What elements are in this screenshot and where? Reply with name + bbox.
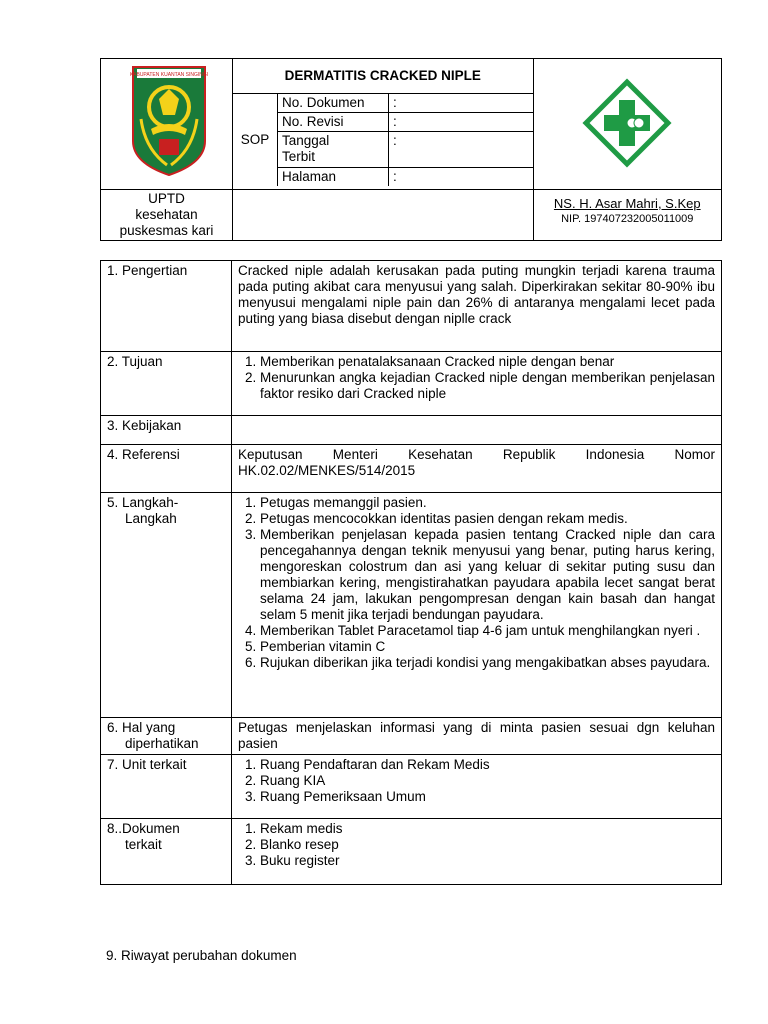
list-item: 6. Rujukan diberikan jika terjadi kondisi yang mengakibatkan abses payudara. (260, 655, 715, 671)
table-row (101, 416, 722, 445)
organization-name: UPTD kesehatan puskesmas kari (101, 190, 233, 241)
row-label-kebijakan: 3. Kebijakan (101, 416, 232, 445)
list-item: 1. Petugas memanggil pasien. (260, 495, 715, 511)
row-label-langkah (101, 493, 232, 718)
page-title: DERMATITIS CRACKED NIPLE (233, 59, 533, 94)
row-text-kebijakan (232, 416, 722, 445)
field-value-tanggal-terbit: : (389, 132, 535, 168)
signatory-cell (533, 190, 721, 241)
list-item: 3. Buku register (260, 853, 715, 869)
field-label-halaman: Halaman (278, 168, 389, 187)
field-label-tanggal-terbit: Tanggal Terbit (278, 132, 389, 168)
table-row (101, 819, 722, 885)
header-table (100, 58, 722, 241)
list-item: 4. Memberikan Tablet Paracetamol tiap 4-6 jam untuk menghilangkan nyeri . (260, 623, 715, 639)
procedure-table (100, 260, 722, 885)
table-row (101, 261, 722, 352)
row-label-referensi: 4. Referensi (101, 445, 232, 493)
row-text-pengertian: Cracked niple adalah kerusakan pada puting mungkin terjadi karena trauma pada puting akibat cara menyusui yang salah. Diperkirakan sekitar 80-90% ibu menyusui mengalami niple pain dan 26% di antaranya mengalami lecet pada puting yang biasa disebut dengan niplle crack (232, 261, 722, 352)
list-item: 2. Blanko resep (260, 837, 715, 853)
row-text-referensi: Keputusan Menteri Kesehatan Republik Indonesia Nomor HK.02.02/MENKES/514/2015 (232, 445, 722, 493)
sop-label: SOP (233, 94, 278, 186)
logo-right-cell (533, 59, 721, 190)
doc-info-table (233, 94, 534, 186)
row-list-tujuan (232, 352, 722, 416)
kabupaten-logo-icon (101, 59, 232, 186)
row-label-langkah-text: 5. Langkah- Langkah (107, 495, 179, 526)
row-list-langkah (232, 493, 722, 718)
field-label-no-dokumen: No. Dokumen (278, 94, 389, 113)
table-row (101, 493, 722, 718)
row-label-dokumen-terkait: 8..Dokumen terkait (101, 819, 232, 885)
row-list-unit-terkait (232, 755, 722, 819)
signatory-name: NS. H. Asar Mahri, S.Kep (553, 196, 701, 211)
table-row (101, 718, 722, 755)
logo-banner-text: KABUPATEN KUANTAN SINGINGI (129, 72, 209, 78)
table-row (101, 445, 722, 493)
list-item: 3. Ruang Pemeriksaan Umum (260, 789, 715, 805)
table-row (101, 352, 722, 416)
footer-riwayat: 9. Riwayat perubahan dokumen (106, 948, 297, 963)
list-item: 2. Menurunkan angka kejadian Cracked niple dengan memberikan penjelasan faktor resiko dari Cracked niple (260, 370, 715, 402)
title-cell (233, 59, 534, 190)
list-item: 1. Rekam medis (260, 821, 715, 837)
row-text-hal-yang-diperhatikan: Petugas menjelaskan informasi yang di minta pasien sesuai dgn keluhan pasien (232, 718, 722, 755)
empty-cell (233, 190, 534, 241)
field-value-halaman: : (389, 168, 535, 187)
row-label-tujuan: 2. Tujuan (101, 352, 232, 416)
list-item: 5. Pemberian vitamin C (260, 639, 715, 655)
logo-left-cell (101, 59, 233, 190)
list-item: 2. Petugas mencocokkan identitas pasien dengan rekam medis. (260, 511, 715, 527)
row-label-hal-yang-diperhatikan: 6. Hal yang diperhatikan (101, 718, 232, 755)
list-item: 1. Memberikan penatalaksanaan Cracked niple dengan benar (260, 354, 715, 370)
list-item: 3. Memberikan penjelasan kepada pasien tentang Cracked niple dan cara pencegahannya dengan teknik menyusui yang benar, puting harus kering, mengoreskan colostrum dan asi yang keluar di sekitar puting susu dan membiarkan kering, mengistirahatkan payudara apabila lecet sangat berat selama 24 jam, lakukan pengompresan dengan kain basah dan hangat selam 5 menit jika terjadi bendungan payudara. (260, 527, 715, 623)
row-list-dokumen-terkait (232, 819, 722, 885)
field-value-no-revisi: : (389, 113, 535, 132)
field-value-no-dokumen: : (389, 94, 535, 113)
table-row (101, 755, 722, 819)
list-item: 2. Ruang KIA (260, 773, 715, 789)
puskesmas-logo-icon (582, 78, 672, 168)
signatory-nip: NIP. 197407232005011009 (561, 213, 694, 225)
field-label-no-revisi: No. Revisi (278, 113, 389, 132)
row-label-pengertian: 1. Pengertian (101, 261, 232, 352)
list-item: 1. Ruang Pendaftaran dan Rekam Medis (260, 757, 715, 773)
row-label-unit-terkait: 7. Unit terkait (101, 755, 232, 819)
